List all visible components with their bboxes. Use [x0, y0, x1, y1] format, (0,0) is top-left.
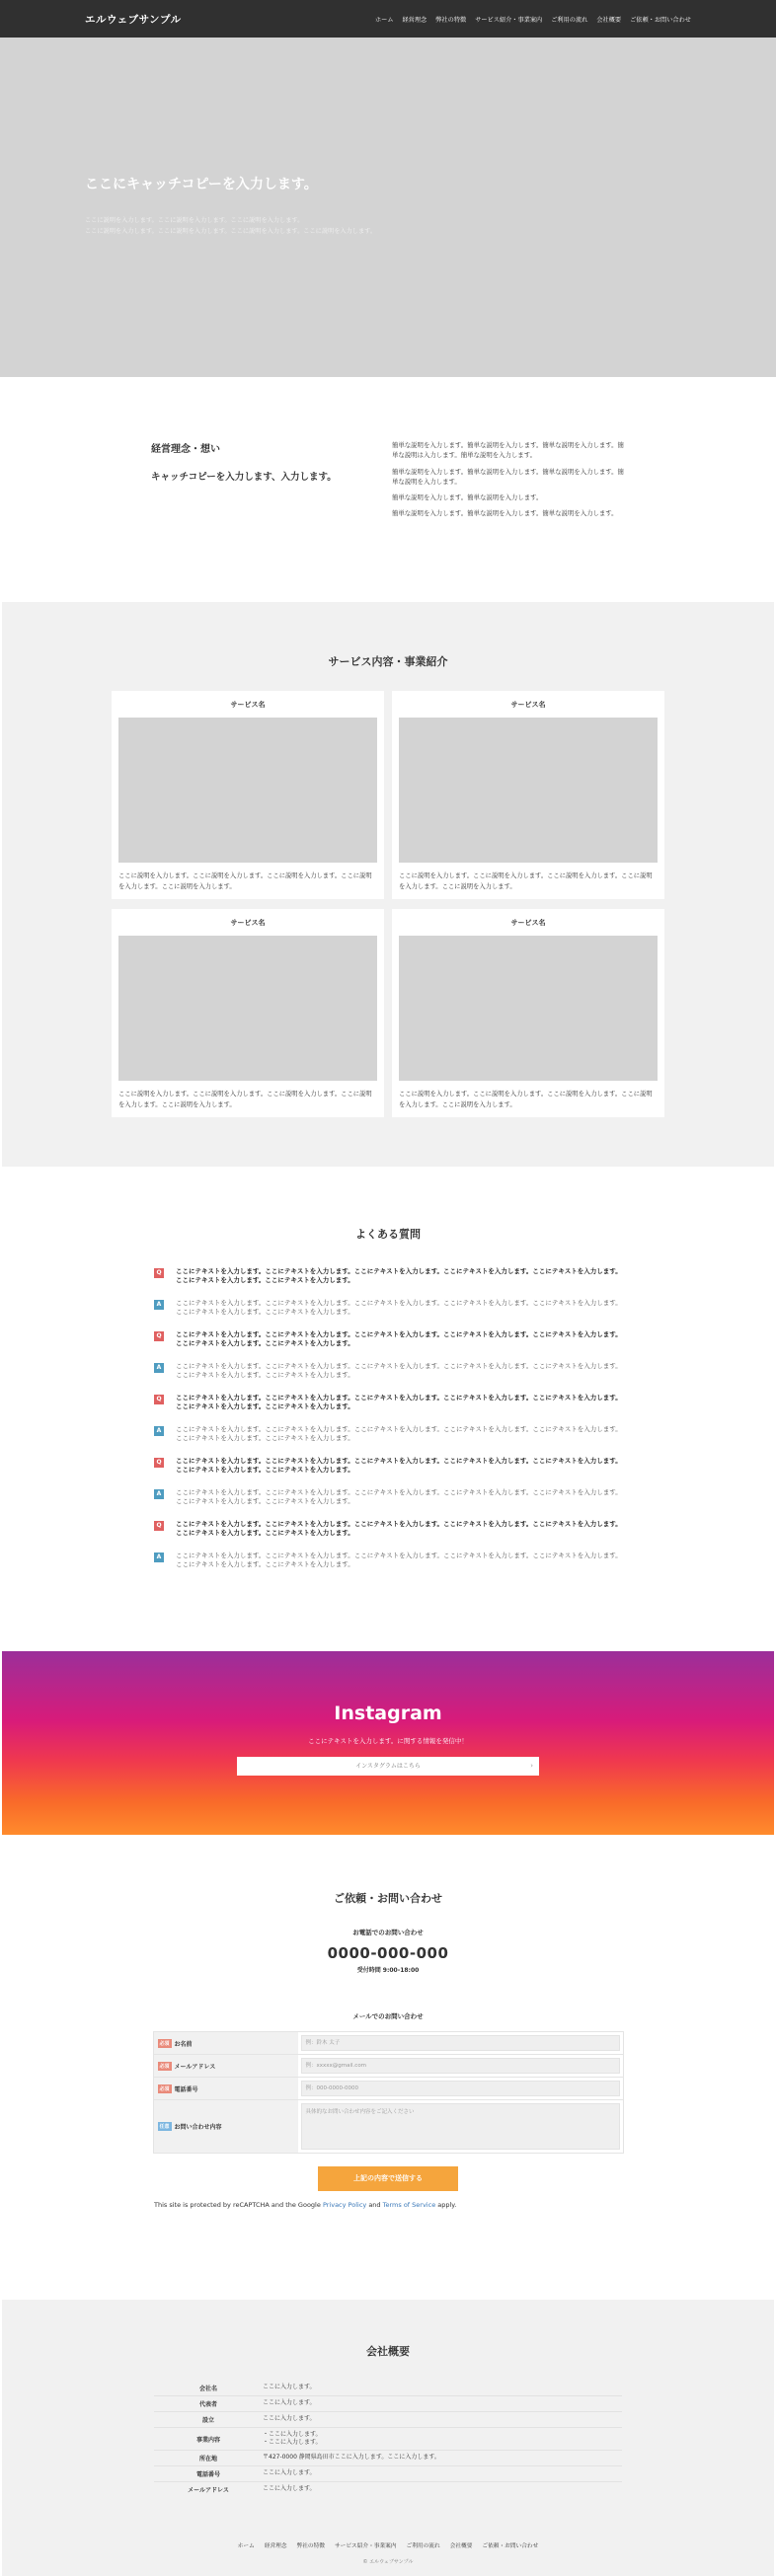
terms-link[interactable]: Terms of Service [382, 2201, 436, 2209]
answer-badge: A [154, 1553, 164, 1562]
faq-answer [154, 1425, 622, 1443]
company-key: 設立 [201, 2417, 214, 2424]
service-cards [112, 691, 664, 1117]
question-text: ここにテキストを入力します。ここにテキストを入力します。ここにテキストを入力します。ここにテキストを入力します。ここにテキストを入力します。ここにテキストを入力します。ここにテキストを入力します。 [176, 1330, 622, 1347]
instagram-title: Instagram [334, 1703, 442, 1724]
faq-section [0, 1167, 776, 1651]
philosophy-paragraph: 簡単な説明を入力します。簡単な説明を入力します。簡単な説明を入力します。 [392, 509, 618, 518]
nav-item-contact[interactable]: ご依頼・お問い合わせ [630, 16, 691, 24]
service-card-desc: ここに説明を入力します。ここに説明を入力します。ここに説明を入力します。ここに説明を入力します。ここに説明を入力します。 [118, 872, 372, 890]
company-key: 電話番号 [195, 2471, 220, 2478]
nav-item-features[interactable]: 弊社の特徴 [435, 16, 467, 24]
contact-section [0, 1835, 776, 2300]
footer-nav-features[interactable]: 弊社の特徴 [296, 2543, 325, 2549]
instagram-subtext: ここにテキストを入力します。に関する情報を発信中！ [308, 1737, 468, 1745]
service-image-placeholder [399, 718, 658, 863]
form-label [154, 2078, 298, 2099]
required-badge: 必須 [159, 2063, 170, 2070]
message-textarea[interactable]: 具体的なお問い合わせ内容をご記入ください [301, 2103, 620, 2150]
philosophy-catch: キャッチコピーを入力します、入力します。 [151, 472, 337, 483]
footer-nav-philosophy[interactable]: 経営理念 [264, 2543, 287, 2549]
answer-text: ここにテキストを入力します。ここにテキストを入力します。ここにテキストを入力します。ここにテキストを入力します。ここにテキストを入力します。ここにテキストを入力します。ここにテキストを入力します。 [176, 1552, 622, 1568]
company-row [154, 2396, 622, 2412]
name-label: お名前 [174, 2040, 193, 2048]
question-text: ここにテキストを入力します。ここにテキストを入力します。ここにテキストを入力します。ここにテキストを入力します。ここにテキストを入力します。ここにテキストを入力します。ここにテキストを入力します。 [176, 1457, 622, 1474]
footer-nav-company[interactable]: 会社概要 [449, 2543, 473, 2549]
question-badge: Q [154, 1521, 164, 1531]
company-value: ここに入力します。 [263, 2485, 316, 2492]
service-card-title: サービス名 [510, 919, 546, 927]
answer-badge: A [154, 1489, 164, 1499]
business-item: ・ここに入力します。 [263, 2431, 322, 2438]
copyright: © エルウェブサンプル [362, 2559, 414, 2565]
site-footer [2, 2531, 774, 2576]
question-text: ここにテキストを入力します。ここにテキストを入力します。ここにテキストを入力します。ここにテキストを入力します。ここにテキストを入力します。ここにテキストを入力します。ここにテキストを入力します。 [176, 1267, 622, 1284]
question-text: ここにテキストを入力します。ここにテキストを入力します。ここにテキストを入力します。ここにテキストを入力します。ここにテキストを入力します。ここにテキストを入力します。ここにテキストを入力します。 [176, 1520, 622, 1537]
message-label: お問い合わせ内容 [174, 2124, 222, 2131]
company-value: ここに入力します。 [263, 2399, 316, 2406]
service-image-placeholder [399, 936, 658, 1081]
company-table [154, 2381, 622, 2497]
form-field [298, 2032, 623, 2054]
service-card-title: サービス名 [230, 701, 266, 709]
nav-item-home[interactable]: ホーム [374, 16, 394, 24]
answer-text: ここにテキストを入力します。ここにテキストを入力します。ここにテキストを入力します。ここにテキストを入力します。ここにテキストを入力します。ここにテキストを入力します。ここにテキストを入力します。 [176, 1362, 622, 1379]
answer-text: ここにテキストを入力します。ここにテキストを入力します。ここにテキストを入力します。ここにテキストを入力します。ここにテキストを入力します。ここにテキストを入力します。ここにテキストを入力します。 [176, 1488, 622, 1505]
hero-subtext-1: ここに説明を入力します。ここに説明を入力します。ここに説明を入力します。 [85, 217, 304, 224]
faq-answer [154, 1488, 622, 1506]
site-header [0, 0, 776, 38]
service-card-desc: ここに説明を入力します。ここに説明を入力します。ここに説明を入力します。ここに説明を入力します。ここに説明を入力します。 [399, 1091, 653, 1108]
philosophy-body [392, 440, 625, 602]
company-row [154, 2412, 622, 2428]
footer-nav-contact[interactable]: ご依頼・お問い合わせ [482, 2543, 539, 2549]
footer-nav-flow[interactable]: ご利用の流れ [406, 2543, 440, 2549]
required-badge: 必須 [159, 2085, 170, 2092]
faq-question [154, 1457, 622, 1475]
nav-item-philosophy[interactable]: 経営理念 [402, 16, 427, 24]
tel-input[interactable]: 例：000-0000-0000 [301, 2081, 620, 2096]
company-title: 会社概要 [366, 2345, 410, 2358]
answer-text: ここにテキストを入力します。ここにテキストを入力します。ここにテキストを入力します。ここにテキストを入力します。ここにテキストを入力します。ここにテキストを入力します。ここにテキストを入力します。 [176, 1299, 622, 1316]
footer-nav-services[interactable]: サービス紹介・事業案内 [334, 2543, 397, 2549]
philosophy-paragraph: 簡単な説明を入力します。簡単な説明を入力します。 [392, 493, 543, 502]
form-label [154, 2100, 298, 2153]
service-card [112, 909, 384, 1117]
company-row [154, 2482, 622, 2497]
service-card-desc: ここに説明を入力します。ここに説明を入力します。ここに説明を入力します。ここに説明を入力します。ここに説明を入力します。 [399, 872, 653, 890]
form-row-tel [154, 2078, 623, 2100]
required-badge: 必須 [159, 2040, 170, 2047]
form-label [154, 2032, 298, 2054]
answer-badge: A [154, 1363, 164, 1373]
answer-badge: A [154, 1426, 164, 1436]
recaptcha-notice [154, 2201, 622, 2209]
instagram-link-button[interactable] [237, 1757, 539, 1776]
service-card-title: サービス名 [510, 701, 546, 709]
question-badge: Q [154, 1331, 164, 1341]
company-value: 〒427-0000 静岡県島田市ここに入力します。ここに入力します。 [263, 2454, 440, 2461]
nav-item-company[interactable]: 会社概要 [596, 16, 622, 24]
service-image-placeholder [118, 718, 377, 863]
faq-title: よくある質問 [355, 1228, 421, 1241]
form-label [154, 2055, 298, 2077]
recaptcha-and: and [366, 2201, 383, 2209]
global-nav [375, 15, 691, 24]
hero-subtext-2: ここに説明を入力します。ここに説明を入力します。ここに説明を入力します。ここに説明を入力します。 [85, 228, 377, 235]
contact-title: ご依頼・お問い合わせ [334, 1892, 442, 1905]
question-text: ここにテキストを入力します。ここにテキストを入力します。ここにテキストを入力します。ここにテキストを入力します。ここにテキストを入力します。ここにテキストを入力します。ここにテキストを入力します。 [176, 1394, 622, 1410]
email-input[interactable]: 例：xxxxx@gmail.com [301, 2058, 620, 2074]
answer-text: ここにテキストを入力します。ここにテキストを入力します。ここにテキストを入力します。ここにテキストを入力します。ここにテキストを入力します。ここにテキストを入力します。ここにテキストを入力します。 [176, 1425, 622, 1442]
optional-badge: 任意 [159, 2124, 170, 2130]
nav-item-services[interactable]: サービス紹介・事業案内 [475, 16, 543, 24]
company-key: 代表者 [198, 2401, 217, 2408]
faq-question [154, 1520, 622, 1538]
faq-answer [154, 1552, 622, 1569]
tel-label: 電話番号 [174, 2085, 198, 2093]
company-value: ここに入力します。 [263, 2469, 316, 2476]
faq-list [154, 1267, 622, 1569]
faq-answer [154, 1299, 622, 1317]
form-field [298, 2078, 623, 2099]
company-key: 所在地 [198, 2456, 217, 2462]
chevron-right-icon: › [530, 1762, 533, 1770]
form-row-email [154, 2055, 623, 2078]
company-row [154, 2381, 622, 2396]
faq-question [154, 1330, 622, 1348]
service-card-desc: ここに説明を入力します。ここに説明を入力します。ここに説明を入力します。ここに説明を入力します。ここに説明を入力します。 [118, 1091, 372, 1108]
faq-question [154, 1394, 622, 1411]
question-badge: Q [154, 1268, 164, 1278]
business-item: ・ここに入力します。 [263, 2439, 322, 2446]
recaptcha-apply: apply. [435, 2201, 457, 2209]
email-label: メールアドレス [174, 2063, 216, 2071]
company-key: 会社名 [198, 2386, 217, 2392]
submit-button[interactable]: 上記の内容で送信する [318, 2166, 458, 2191]
question-badge: Q [154, 1458, 164, 1468]
company-row [154, 2451, 622, 2466]
service-card [392, 909, 664, 1117]
company-key: メールアドレス [188, 2487, 229, 2494]
company-row [154, 2428, 622, 2451]
company-row [154, 2466, 622, 2482]
form-field [298, 2055, 623, 2077]
business-hours: 受付時間 9:00-18:00 [356, 1967, 420, 1974]
contact-form [153, 2031, 624, 2154]
service-card-title: サービス名 [230, 919, 266, 927]
site-logo[interactable]: エルウェブサンプル [85, 13, 182, 26]
faq-question [154, 1267, 622, 1285]
hero-title: ここにキャッチコピーを入力します。 [85, 177, 318, 192]
name-input[interactable]: 例：鈴木 太子 [301, 2035, 620, 2051]
answer-badge: A [154, 1300, 164, 1310]
service-title: サービス内容・事業紹介 [328, 655, 448, 668]
phone-number[interactable]: 0000-000-000 [327, 1944, 449, 1962]
form-field [298, 2100, 623, 2153]
philosophy-paragraph: 簡単な説明を入力します。簡単な説明を入力します。簡単な説明を入力します。簡単な説明は入力します。簡単な説明を入力します。 [392, 441, 624, 460]
hero-section [0, 38, 776, 377]
phone-contact-label: お電話でのお問い合わせ [352, 1929, 424, 1936]
philosophy-section [0, 377, 776, 602]
philosophy-paragraph: 簡単な説明を入力します。簡単な説明を入力します。簡単な説明を入力します。簡単な説明を入力します。 [392, 467, 624, 486]
company-section [2, 2300, 774, 2531]
form-row-name [154, 2032, 623, 2055]
philosophy-title: 経営理念・想い [151, 444, 220, 455]
philosophy-heading-block [151, 440, 392, 602]
faq-answer [154, 1362, 622, 1380]
privacy-policy-link[interactable]: Privacy Policy [322, 2201, 367, 2209]
service-card [392, 691, 664, 899]
instagram-section [2, 1651, 774, 1835]
question-badge: Q [154, 1395, 164, 1404]
service-image-placeholder [118, 936, 377, 1081]
form-row-message [154, 2100, 623, 2153]
footer-nav [2, 2540, 774, 2549]
nav-item-flow[interactable]: ご利用の流れ [551, 16, 588, 24]
instagram-button-label: インスタグラムはこちら [355, 1763, 421, 1770]
mail-contact-label: メールでのお問い合わせ [352, 2012, 424, 2020]
company-value: ここに入力します。 [263, 2415, 316, 2422]
footer-nav-home[interactable]: ホーム [237, 2543, 255, 2549]
company-value: ここに入力します。 [263, 2384, 316, 2390]
company-key: 事業内容 [195, 2436, 220, 2444]
service-card [112, 691, 384, 899]
recaptcha-text: This site is protected by reCAPTCHA and the Google [154, 2201, 323, 2209]
service-section [2, 602, 774, 1167]
company-value [263, 2431, 622, 2447]
